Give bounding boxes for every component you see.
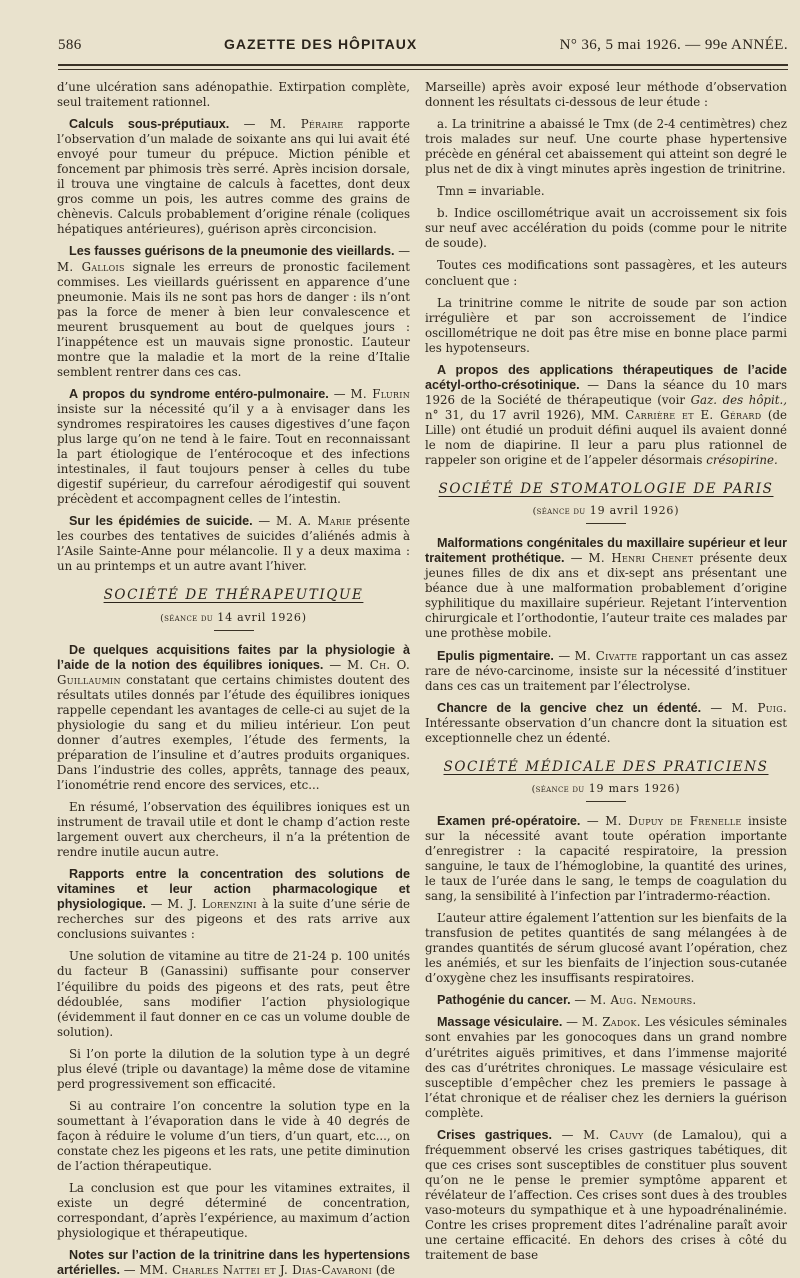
article-text: présente les courbes des tentatives de suicides d’aliénés admis à l’Asile Sainte-Anne pour mélancolie. Il y a deux maxima : un au printemps et un autre avant l’hiver. bbox=[57, 514, 411, 574]
article-text: à la suite d’une série de recherches sur des pigeons et des rats arrive aux conclusions suivantes : bbox=[57, 897, 411, 942]
article-text: Les vésicules séminales sont envahies par les gonocoques dans un grand nombre d’urétrites aiguës primitives, et dans l’immense majorité des cas d’urétrites chroniques. Le massage vésiculaire est susceptible d’empêcher chez les premiers le passage à l’état chronique et de réaliser chez les derniers la guérison complète. bbox=[425, 1015, 788, 1120]
right-column bbox=[425, 80, 788, 1263]
paragraph: Si l’on porte la dilution de la solution type à un degré plus élevé (triple ou davantage) la même dose de vitamine perd progressivement son efficacité. bbox=[57, 1046, 410, 1091]
article-title: Massage vésiculaire. bbox=[437, 1015, 563, 1030]
article-calculs: Calculs sous-préputiaux. — M. Péraire rapporte l’observation d’un malade de soixante ans qui lui avait été envoyé pour tumeur du prépuce. Miction pénible et foncement par phimosis très serré. Après incision dorsale, il trouva une vingtaine de calculs à facettes, dont deux gros comme un pois, les autres comme des grains de chènevis. Calculs probablement d’origine rénale (coliques hépatiques antérieures), guérison après circoncision. bbox=[57, 117, 411, 237]
article-author: MM. Charles Nattei et J. Dias-Cavaroni bbox=[139, 1263, 373, 1278]
paragraph: Toutes ces modifications sont passagères, et les auteurs concluent que : bbox=[425, 258, 787, 288]
article-title: A propos des applications thérapeutiques de l’acide acétyl-ortho-crésotinique. bbox=[425, 362, 787, 392]
page-header bbox=[58, 36, 788, 62]
society-heading: SOCIÉTÉ MÉDICALE DES PRATICIENS bbox=[443, 758, 769, 775]
society-heading: SOCIÉTÉ DE STOMATOLOGIE DE PARIS bbox=[438, 481, 774, 498]
article-cancer: Pathogénie du cancer. — M. Aug. Nemours. bbox=[437, 993, 697, 1008]
article-title: Epulis pigmentaire. bbox=[437, 648, 554, 663]
session-date: (séance du 14 avril 1926) bbox=[160, 610, 307, 624]
article-entero: A propos du syndrome entéro-pulmonaire. — M. Flurin insiste sur la nécessité qu’il y a à envisager dans les syndromes respiratoires les causes digestives d’une façon plus large qu’on ne tend à le faire. Tout en reconnaissant la part étiologique de l’entérocoque et des infections intestinales, il faut toujours penser à celles du tube digestif supérieur, du carrefour aérodigestif qui souvent précèdent et accompagnent celles de l’intestin. bbox=[57, 386, 411, 507]
article-text: présente deux jeunes filles de dix ans et dix-sept ans présentant une béance due à une malformation probablement d’origine syphilitique du maxillaire supérieur. Rejetant l’intervention chirurgicale et l’orthodontie, l’auteur traite ces malades par une prothèse mobile. bbox=[425, 551, 787, 641]
article-author: M. Cauvy bbox=[583, 1127, 644, 1142]
article-title: Pathogénie du cancer. bbox=[437, 993, 571, 1008]
article-text: qui a fréquemment observé les crises gastriques tabétiques, dit que ces crises sont susceptibles de constituer plus souvent qu’on ne le pense le premier symptôme apparent et révélateur de l’affection. Ces crises sont dues à des troubles vaso-moteurs du sympathique et à une hypoadrénalinémie. Contre les crises proprement dites l’adrénaline paraît avoir une certaine efficacité. En dehors des crises à côté du traitement de base bbox=[425, 1127, 787, 1263]
article-title: Calculs sous-préputiaux. bbox=[69, 117, 230, 132]
issue-info: N° 36, 5 mai 1926. — 99e ANNÉE. bbox=[559, 37, 788, 53]
journal-title: GAZETTE DES HÔPITAUX bbox=[224, 36, 418, 52]
paragraph: L’auteur attire également l’attention sur les bienfaits de la transfusion de petites quantités de sang mélangées à de grandes quantités de sérum glucosé avant l’opération, chez les anémiés, et sur les bienfaits de l’injection sous-cutanée d’oxygène chez les insuffisants respiratoires. bbox=[425, 911, 787, 986]
article-chancre: Chancre de la gencive chez un édenté. — M. Puig. Intéressante observation d’un chancre dont la situation est exceptionnelle chez un édenté. bbox=[425, 700, 787, 745]
article-title: Malformations congénitales du maxillaire supérieur et leur traitement prothétique. bbox=[425, 536, 787, 566]
society-heading: SOCIÉTÉ DE THÉRAPEUTIQUE bbox=[103, 587, 364, 604]
paragraph: Tmn = invariable. bbox=[437, 184, 545, 199]
article-text: insiste sur la nécessité avant toute opération importante d’enregistrer : la capacité respiratoire, la pression sanguine, le taux de l’hémoglobine, la quantité des urines, le taux de l’urée dans le sang, le temps de coagulation du sang, la sensibilité à l’infection par l’intradermo-réaction. bbox=[425, 813, 788, 904]
article-author: M. Flurin bbox=[350, 386, 411, 401]
article-crises: Crises gastriques. — M. Cauvy (de Lamalou), qui a fréquemment observé les crises gastriques tabétiques, dit que ces crises sont susceptibles de constituer plus souvent qu’on ne le pense le premier symptôme apparent et révélateur de l’affection. Ces crises sont dues à des troubles vaso-moteurs du sympathique et à une hypoadrénalinémie. Contre les crises proprement dites l’adrénaline paraît avoir une certaine efficacité. En dehors des crises à côté du traitement de base bbox=[425, 1127, 787, 1263]
session-date: (séance du 19 avril 1926) bbox=[532, 504, 680, 518]
article-ioniques: De quelques acquisitions faites par la physiologie à l’aide de la notion des équilibres ioniques. — M. Ch. O. Guillaumin constatant que certains chimistes doutent des résultats utiles donnés par l’étude des équilibres ioniques rappelle cependant les avantages de celle-ci au sujet de la physiologie du sang et du milieu intérieur. L’on peut donner d’autres exemples, l’étude des ferments, la préparation de l’insuline et d’autres produits organiques. Dans l’industrie des colles, apprêts, tannage des peaux, l’ionométrie rend encore des services, etc... bbox=[57, 642, 410, 792]
left-column bbox=[57, 80, 411, 1278]
article-trinitrine: Notes sur l’action de la trinitrine dans les hypertensions artérielles. — MM. Charles Nattei et J. Dias-Cavaroni (de bbox=[57, 1248, 410, 1278]
article-text: (de bbox=[375, 1263, 395, 1278]
article-author: M. Zadok. bbox=[581, 1015, 641, 1030]
article-author: Carrière et E. Gérard bbox=[625, 407, 762, 422]
article-text: constatant que certains chimistes doutent des résultats utiles donnés par l’étude des équilibres ioniques rappelle cependant les avantages de celle-ci au sujet de la physiologie du sang et du milieu intérieur. L’on peut donner d’autres exemples, l’étude des ferments, la préparation de l’insuline et d’autres produits organiques. Dans l’industrie des colles, apprêts, tannage des peaux, l’ionométrie rend encore des services, etc... bbox=[57, 672, 410, 792]
paragraph: b. Indice oscillométrique avait un accroissement six fois sur neuf avec accélération du poids (comme pour le nitrite de soude). bbox=[425, 206, 787, 251]
paragraph: d’une ulcération sans adénopathie. Extirpation complète, seul traitement rationnel. bbox=[57, 80, 410, 110]
article-title: Notes sur l’action de la trinitrine dans les hypertensions artérielles. bbox=[57, 1248, 410, 1278]
header-rule-thin bbox=[58, 69, 788, 70]
article-title: Crises gastriques. bbox=[437, 1127, 553, 1142]
article-suicide: Sur les épidémies de suicide. — M. A. Marie présente les courbes des tentatives de suicides d’aliénés admis à l’Asile Sainte-Anne pour mélancolie. Il y a deux maxima : un au printemps et un autre avant l’hiver. bbox=[57, 514, 411, 574]
paragraph: Si au contraire l’on concentre la solution type en la soumettant à l’évaporation dans le vide à 40 degrés de façon à réduire le volume d’un tiers, d’un quart, etc..., on constate chez les pigeons et les rats, une petite diminution de l’action thérapeutique. bbox=[57, 1098, 410, 1174]
article-author: M. Henri Chenet bbox=[588, 551, 694, 566]
article-author: M. J. Lorenzini bbox=[167, 897, 257, 912]
article-title: Les fausses guérisons de la pneumonie des vieillards. bbox=[69, 244, 395, 259]
article-author: M. Péraire bbox=[269, 117, 344, 132]
article-title: De quelques acquisitions faites par la physiologie à l’aide de la notion des équilibres ioniques. bbox=[57, 642, 410, 672]
article-massage: Massage vésiculaire. — M. Zadok. Les vésicules séminales sont envahies par les gonocoques dans un grand nombre d’urétrites aiguës primitives, et dans l’immense majorité des cas d’urétrites chroniques. Le massage vésiculaire est susceptible d’empêcher chez les premiers le passage à l’état chronique et de réaliser chez les derniers la guérison complète. bbox=[425, 1015, 788, 1120]
paragraph: Marseille) après avoir exposé leur méthode d’observation donnent les résultats ci-dessous de leur étude : bbox=[425, 80, 787, 110]
article-author: M. Civatte bbox=[574, 648, 638, 663]
article-title: A propos du syndrome entéro-pulmonaire. bbox=[69, 386, 329, 401]
article-text: rapportant un cas assez rare de névo-carcinome, insiste sur la nécessité d’instituer dans ces cas un traitement par l’électrolyse. bbox=[425, 648, 788, 693]
article-author: M. Dupuy de Frenelle bbox=[605, 813, 742, 828]
paragraph: a. La trinitrine a abaissé le Tmx (de 2-4 centimètres) chez trois malades sur neuf. Une courte phase hypertensive précède en général cet abaissement qui atteint son degré le plus net de dix à vingt minutes après ingestion de trinitrine. bbox=[425, 117, 787, 177]
paragraph: Une solution de vitamine au titre de 21-24 p. 100 unités du facteur B (Ganassini) suffisante pour conserver l’équilibre du poids des pigeons et des rats, peut être dédoublée, sans modifier l’action physiologique (évidemment il faut donner en ce cas un volume double de solution). bbox=[57, 949, 410, 1039]
article-examen: Examen pré-opératoire. — M. Dupuy de Frenelle insiste sur la nécessité avant toute opération importante d’enregistrer : la capacité respiratoire, la pression sanguine, le taux de l’hémoglobine, la quantité des urines, le taux de l’urée dans le sang, le temps de coagulation du sang, la sensibilité à l’infection par l’intradermo-réaction. bbox=[425, 813, 788, 904]
article-cresotinique: A propos des applications thérapeutiques de l’acide acétyl-ortho-crésotinique. — Dans la séance du 10 mars 1926 de la Société de thérapeutique (voir Gaz. des hôpit., n° 31, du 17 avril 1926), MM. Carrière et E. Gérard (de Lille) ont étudié un produit défini auquel ils avaient donné le nom de diapirine. Il leur a paru plus rationnel de rappeler son origine et de l’appeler désormais crésopirine. bbox=[425, 362, 787, 468]
divider bbox=[586, 801, 626, 802]
paragraph: La trinitrine comme le nitrite de soude par son action irrégulière et par son accroissement de l’indice oscillométrique ne doit pas être mise en bonne place parmi les hypotenseurs. bbox=[425, 295, 787, 355]
article-author: M. Aug. Nemours. bbox=[589, 993, 697, 1008]
article-title: Sur les épidémies de suicide. bbox=[69, 514, 253, 529]
header-rule-thick bbox=[58, 64, 788, 66]
article-malformations: Malformations congénitales du maxillaire supérieur et leur traitement prothétique. — M. Henri Chenet présente deux jeunes filles de dix ans et dix-sept ans présentant une béance due à une malformation probablement d’origine syphilitique du maxillaire supérieur. Rejetant l’intervention chirurgicale et l’orthodontie, l’auteur traite ces malades par une prothèse mobile. bbox=[425, 536, 787, 641]
article-author: M. A. Marie bbox=[275, 514, 352, 529]
article-text: signale les erreurs de pronostic facilement commises. Les vieillards guérissent en apparence d’une pneumonie. Mais ils ne sont pas hors de danger : ils n’ont pas la force de mener à bien leur convalescence et meurent brusquement au bout de quelques jours : l’inappétence est un mauvais signe pronostic. L’auteur montre que la maladie et la mort de la reine d’Italie semblent rentrer dans ces cas. bbox=[57, 259, 411, 379]
article-text: rapporte l’observation d’un malade de soixante ans qui lui avait été envoyé pour tumeur du prépuce. Miction pénible et foncement par phimosis très serré. Après incision dorsale, il trouva une vingtaine de calculs à facettes, dont deux gros comme un pois, les autres comme des grains de chènevis. Calculs probablement d’origine rénale (coliques hépatiques antérieures), guérison après circoncision. bbox=[57, 117, 411, 237]
session-date: (séance du 19 mars 1926) bbox=[531, 781, 681, 795]
article-epulis: Epulis pigmentaire. — M. Civatte rapportant un cas assez rare de névo-carcinome, insiste sur la nécessité d’instituer dans ces cas un traitement par l’électrolyse. bbox=[425, 648, 788, 693]
paragraph: En résumé, l’observation des équilibres ioniques est un instrument de travail utile et dont le champ d’action reste largement ouvert aux chercheurs, il n’a la prétention de rendre inutile aucun autre. bbox=[57, 800, 410, 860]
article-author: M. Puig. bbox=[731, 700, 787, 715]
divider bbox=[214, 630, 254, 631]
article-title: Rapports entre la concentration des solutions de vitamines et leur action pharmacologique et physiologique. bbox=[57, 867, 410, 912]
article-author: M. Gallois bbox=[57, 259, 125, 274]
article-title: Chancre de la gencive chez un édenté. bbox=[437, 700, 702, 715]
article-text: insiste sur la nécessité qu’il y a à envisager dans les syndromes respiratoires les causes digestives d’une façon plus large qu’on ne tend à le faire. Tout en reconnaissant la part étiologique de l’entérocoque et des infections intestinales, il faut toujours penser à celles du tube digestif supérieur, du carrefour aérodigestif qui souvent précèdent et accompagnent celles de l’intestin. bbox=[57, 401, 410, 507]
divider bbox=[586, 523, 626, 524]
article-text: Intéressante observation d’un chancre dont la situation est exceptionnelle chez un édenté. bbox=[425, 715, 787, 745]
paragraph: La conclusion est que pour les vitamines extraites, il existe un degré déterminé de concentration, correspondant, d’après l’expérience, au maximum d’action physiologique et thérapeutique. bbox=[57, 1181, 410, 1241]
article-vitamines: Rapports entre la concentration des solutions de vitamines et leur action pharmacologique et physiologique. — M. J. Lorenzini à la suite d’une série de recherches sur des pigeons et des rats arrive aux conclusions suivantes : bbox=[57, 867, 411, 942]
page-number: 586 bbox=[58, 37, 82, 53]
article-title: Examen pré-opératoire. bbox=[437, 813, 581, 828]
article-pneumonie: Les fausses guérisons de la pneumonie des vieillards. — M. Gallois signale les erreurs de pronostic facilement commises. Les vieillards guérissent en apparence d’une pneumonie. Mais ils ne sont pas hors de danger : ils n’ont pas la force de mener à bien leur convalescence et meurent brusquement au bout de quelques jours : l’inappétence est un mauvais signe pronostic. L’auteur montre que la maladie et la mort de la reine d’Italie semblent rentrer dans ces cas. bbox=[57, 244, 411, 379]
article-author: M. Ch. O. Guillaumin bbox=[57, 657, 410, 687]
